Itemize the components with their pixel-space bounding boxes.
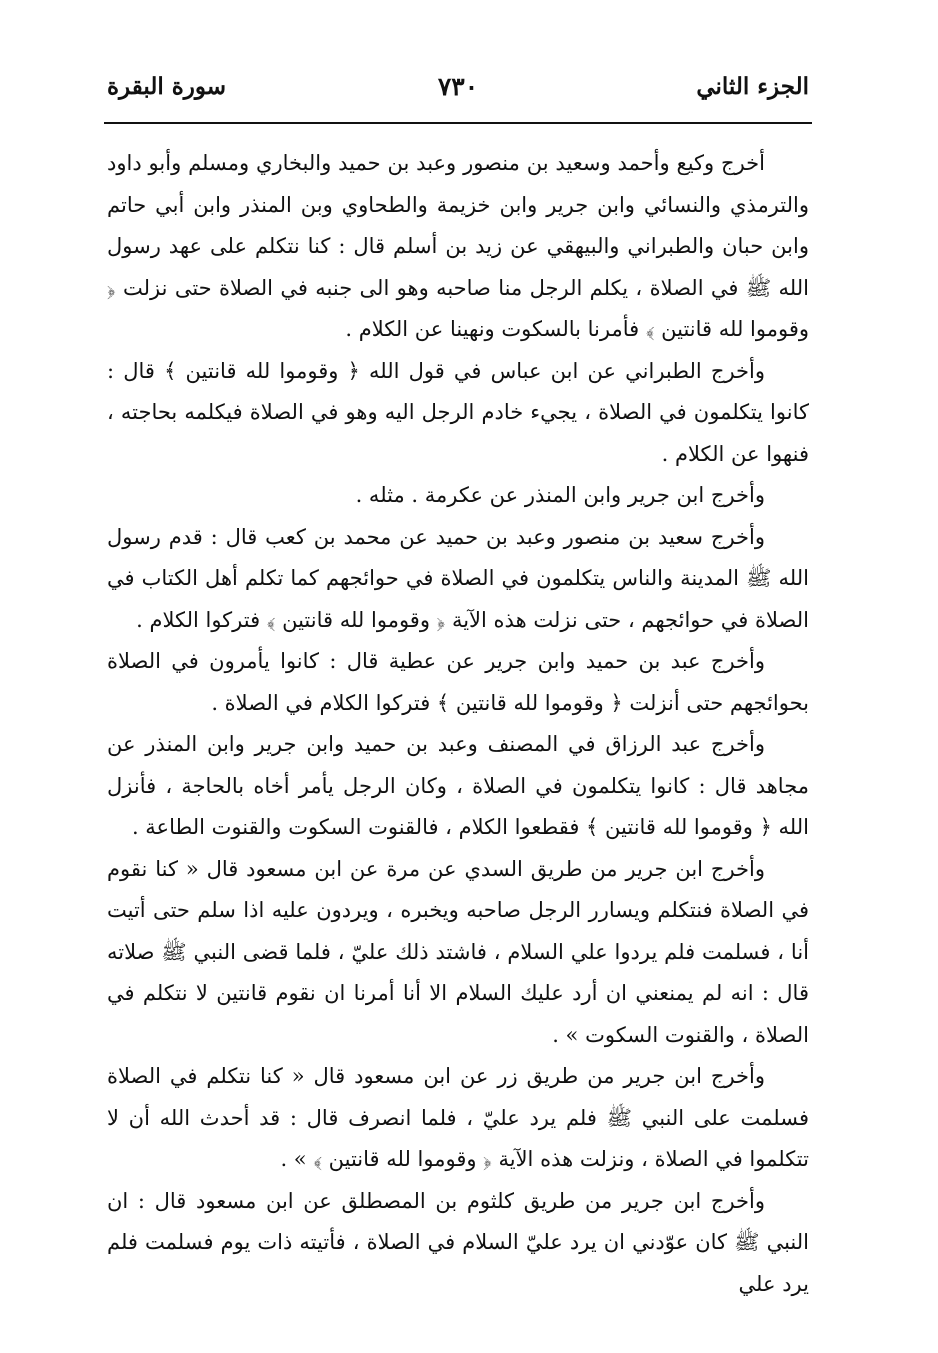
paragraph: وأخرج ابن جرير من طريق زر عن ابن مسعود قال « كنا نتكلم في الصلاة فسلمت على النبي ﷺ فلم يرد عليّ ، فلما انصرف قال : قد أحدث الله أن لا تتكلموا في الصلاة ، ونزلت هذه الآية ﴿ وقوموا لله قانتين ﴾ » . — [107, 1064, 809, 1171]
surah-title: سورة البقرة — [107, 73, 227, 100]
paragraph: وأخرج الطبراني عن ابن عباس في قول الله ﴿ وقوموا لله قانتين ﴾ قال : كانوا يتكلمون في الصلاة ، يجيء خادم الرجل اليه وهو في الصلاة فيكلمه بحاجته ، فنهوا عن الكلام . — [107, 358, 809, 466]
paragraph: وأخرج سعيد بن منصور وعبد بن حميد عن محمد بن كعب قال : قدم رسول الله ﷺ المدينة والناس يتكلمون في الصلاة في حوائجهم كما تكلم أهل الكتاب في الصلاة في حوائجهم ، حتى نزلت هذه الآية ﴿ وقوموا لله قانتين ﴾ فتركوا الكلام . — [107, 524, 809, 632]
page-header — [107, 62, 809, 112]
paragraph: وأخرج ابن جرير وابن المنذر عن عكرمة . مثله . — [355, 483, 765, 507]
page-body — [107, 143, 809, 1305]
volume-label: الجزء الثاني — [696, 73, 809, 100]
paragraph: وأخرج ابن جرير من طريق كلثوم بن المصطلق عن ابن مسعود قال : ان النبي ﷺ كان عوّدني ان يرد عليّ السلام في الصلاة ، فأتيته ذات يوم فسلمت فلم يرد علي — [107, 1188, 809, 1296]
paragraph: وأخرج ابن جرير من طريق السدي عن مرة عن ابن مسعود قال « كنا نقوم في الصلاة فنتكلم ويسارر الرجل صاحبه ويخبره ، ويردون عليه اذا سلم حتى أتيت أنا ، فسلمت فلم يردوا علي السلام ، فاشتد ذلك عليّ ، فلما قضى النبي ﷺ صلاته قال : انه لم يمنعني ان أرد عليك السلام الا أنا أمرنا ان نقوم قانتين لا نتكلم في الصلاة ، والقنوت السكوت » . — [107, 856, 809, 1047]
paragraph: وأخرج عبد الرزاق في المصنف وعبد بن حميد وابن جرير وابن المنذر عن مجاهد قال : كانوا يتكلمون في الصلاة ، وكان الرجل يأمر أخاه بالحاجة ، فأنزل الله ﴿ وقوموا لله قانتين ﴾ فقطعوا الكلام ، فالقنوت السكوت والقنوت الطاعة . — [107, 732, 809, 839]
header-divider — [104, 122, 812, 124]
page-number: ٧٣٠ — [437, 72, 479, 101]
paragraph: وأخرج عبد بن حميد وابن جرير عن عطية قال : كانوا يأمرون في الصلاة بحوائجهم حتى أنزلت ﴿ وقوموا لله قانتين ﴾ فتركوا الكلام في الصلاة . — [107, 649, 809, 715]
paragraph: أخرج وكيع وأحمد وسعيد بن منصور وعبد بن حميد والبخاري ومسلم وأبو داود والترمذي والنسائي وابن جرير وابن خزيمة والطحاوي وبن المنذر وابن أبي حاتم وابن حبان والطبراني والبيهقي عن زيد بن أسلم قال : كنا نتكلم على عهد رسول الله ﷺ في الصلاة ، يكلم الرجل منا صاحبه وهو الى جنبه في الصلاة حتى نزلت ﴿ وقوموا لله قانتين ﴾ فأمرنا بالسكوت ونهينا عن الكلام . — [107, 151, 809, 341]
